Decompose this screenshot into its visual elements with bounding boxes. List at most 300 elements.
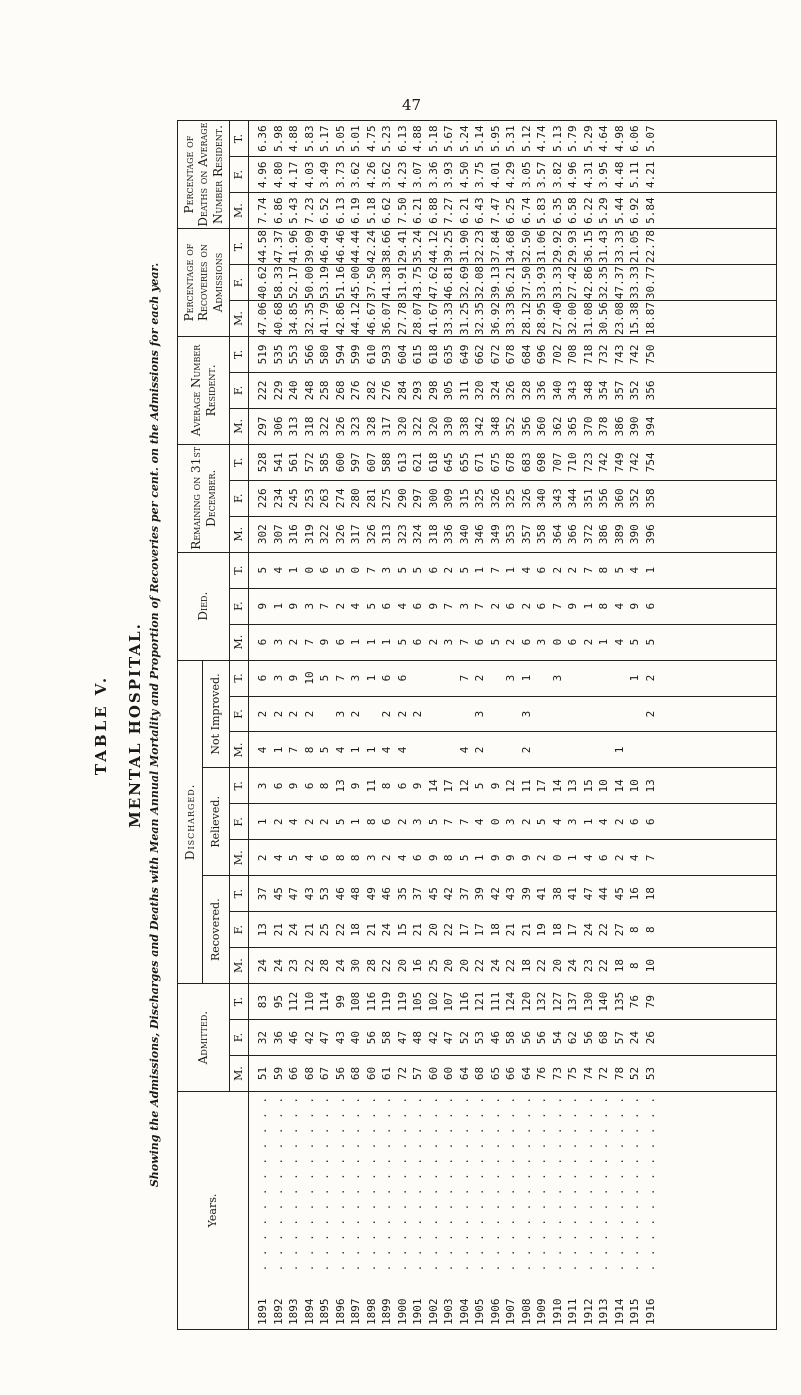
- year-label: 1893: [287, 1298, 300, 1325]
- table-cell: 1: [612, 746, 626, 754]
- table-cell: 35.24: [411, 230, 424, 264]
- table-cell: 394: [643, 416, 657, 437]
- table-cell: 45.00: [349, 266, 362, 300]
- average-m-header: M.: [230, 408, 249, 444]
- table-cell: 60: [364, 1066, 378, 1081]
- table-cell: 8: [597, 602, 610, 610]
- table-cell: 21: [519, 923, 533, 937]
- table-cell: 389: [612, 524, 626, 545]
- table-cell: 6.06: [628, 125, 641, 152]
- table-cell: 678: [504, 452, 517, 473]
- table-cell: 22: [380, 959, 393, 973]
- statistics-table: [177, 120, 777, 1330]
- table-cell: 3: [566, 818, 579, 826]
- table-cell: 604: [395, 344, 409, 365]
- table-cell: 326: [333, 416, 347, 437]
- table-cell: 8: [380, 782, 393, 790]
- table-cell: 41.96: [287, 230, 300, 264]
- table-cell: 22: [473, 959, 486, 973]
- table-cell: 42.86: [581, 266, 595, 300]
- table-cell: 44.12: [426, 230, 440, 264]
- table-cell: 324: [411, 524, 424, 545]
- table-cell: [596, 697, 612, 732]
- table-cell: 11: [364, 779, 378, 793]
- year-row: [426, 1096, 442, 1325]
- table-cell: 83: [256, 995, 269, 1009]
- average-m-column: [249, 408, 777, 444]
- year-label: 1891: [256, 1298, 269, 1325]
- average-t-header: T.: [230, 336, 249, 372]
- table-cell: 607: [364, 452, 378, 473]
- recovered-t-header: T.: [230, 876, 249, 912]
- table-cell: 5.44: [612, 197, 626, 224]
- leader-dots: . . . . . . . . . . . .: [395, 1096, 409, 1272]
- table-cell: 20: [457, 959, 471, 973]
- recovered-header: Recovered.: [203, 876, 230, 984]
- table-cell: 386: [597, 524, 610, 545]
- leader-dots: . . . . . . . . . . . .: [442, 1096, 455, 1272]
- table-cell: 5: [318, 674, 331, 682]
- year-label: 1900: [395, 1298, 409, 1325]
- table-cell: 58: [504, 1030, 517, 1045]
- table-cell: 360: [535, 416, 548, 437]
- table-cell: 275: [380, 488, 393, 509]
- table-cell: 328: [364, 416, 378, 437]
- leader-dots: . . . . . . . . . . . .: [535, 1096, 548, 1272]
- table-cell: 57: [612, 1030, 626, 1045]
- table-cell: 2: [612, 818, 626, 826]
- table-cell: 58: [380, 1030, 393, 1045]
- table-cell: 7.47: [488, 197, 502, 224]
- table-cell: 2: [287, 710, 300, 718]
- year-label: 1894: [302, 1298, 316, 1325]
- table-cell: 39: [519, 887, 533, 901]
- table-cell: 4: [550, 818, 564, 826]
- table-cell: 4: [380, 746, 393, 754]
- table-cell: 7: [643, 854, 657, 862]
- not-improved-m-column: [249, 732, 777, 768]
- table-cell: 6: [395, 782, 409, 790]
- table-cell: 386: [612, 416, 626, 437]
- table-cell: 305: [442, 380, 455, 401]
- table-cell: [581, 732, 597, 767]
- table-cell: 2: [395, 710, 409, 718]
- table-cell: 6: [411, 638, 424, 646]
- table-cell: 21.05: [628, 230, 641, 264]
- table-cell: [565, 661, 581, 696]
- table-cell: 1: [364, 674, 378, 682]
- table-cell: 320: [473, 380, 486, 401]
- table-cell: 6.22: [581, 197, 595, 224]
- table-cell: [534, 697, 550, 732]
- table-cell: 57: [411, 1066, 424, 1081]
- table-cell: 4.80: [271, 161, 285, 188]
- table-cell: 360: [612, 488, 626, 509]
- table-cell: 40: [349, 1030, 362, 1045]
- table-cell: 38.66: [380, 230, 393, 264]
- table-cell: 6.13: [333, 197, 347, 224]
- table-cell: 32.35: [473, 301, 486, 336]
- table-cell: 68: [302, 1066, 316, 1081]
- table-cell: [612, 661, 628, 696]
- table-cell: 46.46: [333, 230, 347, 264]
- table-cell: 64: [457, 1066, 471, 1081]
- table-cell: 31.90: [457, 230, 471, 264]
- table-cell: 2: [643, 674, 657, 682]
- leader-dots: . . . . . . . . . . . .: [287, 1096, 300, 1272]
- table-cell: 390: [628, 524, 641, 545]
- table-cell: 28.12: [519, 301, 533, 336]
- remaining-header: Remaining on 31st December.: [178, 444, 230, 552]
- table-cell: 22: [302, 959, 316, 973]
- not-improved-header: Not Improved.: [203, 660, 230, 768]
- table-cell: 9: [411, 782, 424, 790]
- relieved-header: Relieved.: [203, 768, 230, 876]
- remaining-f-column: [249, 480, 777, 516]
- table-cell: 47: [581, 887, 595, 901]
- table-cell: 6: [519, 638, 533, 646]
- table-cell: 5.95: [488, 125, 502, 152]
- table-cell: 645: [442, 452, 455, 473]
- pct-deaths-m-header: M.: [230, 193, 249, 229]
- table-cell: 5.29: [581, 125, 595, 152]
- table-cell: 6: [643, 818, 657, 826]
- table-cell: 24: [287, 923, 300, 937]
- table-cell: 6: [302, 782, 316, 790]
- year-row: [519, 1096, 535, 1325]
- table-cell: 356: [597, 488, 610, 509]
- year-label: 1896: [333, 1298, 347, 1325]
- table-cell: 42: [488, 887, 502, 901]
- table-cell: 13: [643, 779, 657, 793]
- leader-dots: . . . . . . . . . . . .: [628, 1096, 641, 1272]
- table-cell: 51.16: [333, 266, 347, 300]
- table-cell: 18: [612, 959, 626, 973]
- table-cell: 6.74: [519, 197, 533, 224]
- table-cell: 3.62: [380, 161, 393, 188]
- table-cell: 47: [395, 1030, 409, 1045]
- table-cell: 52.17: [287, 266, 300, 300]
- table-cell: 3: [550, 674, 564, 682]
- year-row: [472, 1096, 488, 1325]
- table-cell: 2: [473, 746, 486, 754]
- table-cell: 6: [628, 818, 641, 826]
- year-row: [302, 1096, 318, 1325]
- table-cell: 66: [287, 1066, 300, 1081]
- table-cell: 6: [318, 566, 331, 574]
- table-cell: 5: [628, 638, 641, 646]
- table-cell: 7: [457, 818, 471, 826]
- table-cell: 742: [628, 452, 641, 473]
- table-cell: 234: [271, 488, 285, 509]
- table-cell: 618: [426, 344, 440, 365]
- table-cell: 5.01: [349, 125, 362, 152]
- table-cell: 378: [597, 416, 610, 437]
- table-cell: [534, 661, 550, 696]
- table-cell: 4: [628, 854, 641, 862]
- table-cell: 2: [519, 818, 533, 826]
- table-cell: 75: [566, 1066, 579, 1081]
- table-cell: 6: [473, 638, 486, 646]
- table-cell: 600: [333, 452, 347, 473]
- table-cell: 29.92: [550, 230, 564, 264]
- table-cell: 4: [612, 638, 626, 646]
- table-cell: 11: [519, 779, 533, 793]
- table-cell: 24: [628, 1030, 641, 1045]
- table-cell: 6: [566, 638, 579, 646]
- table-cell: 15.38: [628, 301, 641, 336]
- table-cell: 2: [395, 818, 409, 826]
- table-cell: 6: [318, 854, 331, 862]
- table-cell: [581, 661, 597, 696]
- table-cell: 6: [256, 638, 269, 646]
- pct-deaths-header: Percentage of Deaths on Average Number Resident.: [178, 121, 230, 229]
- leader-dots: . . . . . . . . . . . .: [581, 1096, 595, 1272]
- admitted-m-column: [249, 1056, 777, 1092]
- table-cell: 8: [349, 854, 362, 862]
- table-cell: 1: [349, 746, 362, 754]
- table-cell: 318: [426, 524, 440, 545]
- table-cell: 9: [426, 602, 440, 610]
- leader-dots: . . . . . . . . . . . .: [550, 1096, 564, 1272]
- year-label: 1899: [380, 1298, 393, 1325]
- table-cell: 1: [287, 566, 300, 574]
- table-cell: 37: [411, 887, 424, 901]
- year-row: [581, 1096, 597, 1325]
- table-cell: 5.31: [504, 125, 517, 152]
- table-cell: 6: [380, 818, 393, 826]
- table-cell: 344: [566, 488, 579, 509]
- table-cell: 60: [426, 1066, 440, 1081]
- table-cell: 32.50: [519, 230, 533, 264]
- table-cell: 9: [287, 674, 300, 682]
- table-cell: 3: [380, 566, 393, 574]
- table-cell: 114: [318, 991, 331, 1012]
- table-cell: 99: [333, 995, 347, 1009]
- table-cell: 39.13: [488, 266, 502, 300]
- leader-dots: . . . . . . . . . . . .: [364, 1096, 378, 1272]
- table-cell: 47.06: [256, 301, 269, 336]
- table-subtitle: Showing the Admissions, Discharges and Deaths with Mean Annual Mortality and Proportion of Recoveries per cent. on the Admissions for each year.: [148, 262, 161, 1188]
- table-cell: 4.98: [612, 125, 626, 152]
- table-cell: 358: [643, 488, 657, 509]
- table-cell: 44.58: [256, 230, 269, 264]
- table-cell: 323: [349, 416, 362, 437]
- table-cell: 354: [597, 380, 610, 401]
- table-cell: 4.50: [457, 161, 471, 188]
- table-cell: 33.33: [442, 301, 455, 336]
- table-cell: 47: [287, 887, 300, 901]
- table-cell: 13: [333, 779, 347, 793]
- table-cell: 120: [519, 991, 533, 1012]
- table-cell: 718: [581, 344, 595, 365]
- table-cell: [426, 661, 442, 696]
- table-cell: 6: [597, 854, 610, 862]
- table-cell: 72: [395, 1066, 409, 1081]
- table-cell: 36.21: [504, 266, 517, 300]
- table-cell: 6.88: [426, 197, 440, 224]
- table-cell: 4: [473, 818, 486, 826]
- table-cell: 12: [457, 779, 471, 793]
- admitted-header: Admitted.: [178, 984, 230, 1092]
- not-improved-m-header: M.: [230, 732, 249, 768]
- table-cell: 16: [411, 959, 424, 973]
- table-cell: 38: [550, 887, 564, 901]
- table-cell: 2: [550, 566, 564, 574]
- table-cell: 293: [411, 380, 424, 401]
- table-cell: 553: [287, 344, 300, 365]
- years-header: Years.: [178, 1092, 249, 1330]
- average-f-column: [249, 372, 777, 408]
- table-cell: 4: [271, 854, 285, 862]
- year-label: 1910: [550, 1298, 564, 1325]
- table-cell: 6: [395, 674, 409, 682]
- table-cell: 7: [333, 674, 347, 682]
- table-cell: 6: [643, 602, 657, 610]
- table-cell: 17: [535, 779, 548, 793]
- table-cell: 34.85: [287, 301, 300, 336]
- table-cell: 6.58: [566, 197, 579, 224]
- table-cell: 1: [643, 566, 657, 574]
- table-cell: 16: [628, 887, 641, 901]
- table-cell: 9: [566, 602, 579, 610]
- table-cell: 0: [488, 818, 502, 826]
- table-cell: 340: [457, 524, 471, 545]
- table-cell: 56: [535, 1030, 548, 1045]
- table-cell: 47.62: [426, 266, 440, 300]
- pct-recoveries-t-header: T.: [230, 229, 249, 265]
- table-cell: 18: [643, 887, 657, 901]
- table-cell: 22.78: [643, 230, 657, 264]
- table-cell: 4: [349, 602, 362, 610]
- table-cell: 46.81: [442, 266, 455, 300]
- year-label: 1907: [504, 1298, 517, 1325]
- table-cell: [596, 732, 612, 767]
- table-cell: 7: [442, 602, 455, 610]
- table-cell: 297: [256, 416, 269, 437]
- table-cell: 1: [581, 602, 595, 610]
- table-cell: 351: [581, 488, 595, 509]
- table-cell: 4: [333, 746, 347, 754]
- table-cell: 7: [442, 818, 455, 826]
- table-cell: 41.79: [318, 301, 331, 336]
- year-row: [286, 1096, 302, 1325]
- table-cell: 4.88: [287, 125, 300, 152]
- table-cell: 15: [581, 779, 595, 793]
- table-cell: 5: [612, 566, 626, 574]
- table-cell: 336: [442, 524, 455, 545]
- table-cell: 124: [504, 991, 517, 1012]
- table-cell: 44.44: [349, 230, 362, 264]
- table-cell: 4: [628, 566, 641, 574]
- table-cell: 8: [628, 926, 641, 934]
- table-cell: 319: [302, 524, 316, 545]
- table-cell: 346: [473, 524, 486, 545]
- table-cell: 7: [364, 566, 378, 574]
- table-cell: 42.86: [333, 301, 347, 336]
- table-cell: 6.62: [380, 197, 393, 224]
- table-cell: 1: [349, 818, 362, 826]
- table-cell: 3.95: [597, 161, 610, 188]
- table-cell: 110: [302, 991, 316, 1012]
- table-cell: 528: [256, 452, 269, 473]
- table-cell: 4: [612, 602, 626, 610]
- table-cell: 10: [643, 959, 657, 973]
- table-cell: 675: [488, 452, 502, 473]
- remaining-t-header: T.: [230, 444, 249, 480]
- table-cell: [488, 697, 504, 732]
- table-cell: 9: [287, 602, 300, 610]
- table-cell: 3: [333, 710, 347, 718]
- table-cell: 4: [395, 854, 409, 862]
- table-cell: 37.84: [488, 230, 502, 264]
- table-cell: 1: [628, 674, 641, 682]
- table-cell: 29.41: [395, 230, 409, 264]
- table-cell: 396: [643, 524, 657, 545]
- table-cell: [550, 732, 566, 767]
- leader-dots: . . . . . . . . . . . .: [426, 1096, 440, 1272]
- table-cell: 42: [302, 1030, 316, 1045]
- table-cell: 3.07: [411, 161, 424, 188]
- table-cell: 31.43: [597, 230, 610, 264]
- table-cell: 2: [504, 638, 517, 646]
- year-row: [596, 1096, 612, 1325]
- leader-dots: . . . . . . . . . . . .: [271, 1096, 285, 1272]
- table-cell: 23: [581, 959, 595, 973]
- table-cell: 1: [473, 566, 486, 574]
- table-cell: 9: [519, 854, 533, 862]
- table-cell: 2: [643, 710, 657, 718]
- recovered-f-column: [249, 912, 777, 948]
- table-cell: 8: [442, 854, 455, 862]
- table-cell: 4: [256, 746, 269, 754]
- table-cell: [612, 697, 628, 732]
- table-cell: 248: [302, 380, 316, 401]
- table-cell: 1: [597, 638, 610, 646]
- table-cell: [457, 697, 473, 732]
- table-cell: 6: [256, 674, 269, 682]
- table-cell: 36.07: [380, 301, 393, 336]
- table-cell: 328: [519, 380, 533, 401]
- table-cell: 5.98: [271, 125, 285, 152]
- remaining-f-header: F.: [230, 480, 249, 516]
- table-cell: 561: [287, 452, 300, 473]
- table-cell: 597: [349, 452, 362, 473]
- table-cell: 5.83: [535, 197, 548, 224]
- table-cell: [426, 697, 442, 732]
- table-cell: 263: [318, 488, 331, 509]
- table-cell: 2: [271, 818, 285, 826]
- pct-recoveries-f-column: [249, 265, 777, 301]
- year-label: 1909: [535, 1298, 548, 1325]
- table-cell: 9: [318, 638, 331, 646]
- table-cell: 53: [318, 887, 331, 901]
- table-cell: 302: [256, 524, 269, 545]
- table-cell: 4: [271, 566, 285, 574]
- table-cell: 2: [333, 602, 347, 610]
- table-cell: 5: [333, 818, 347, 826]
- table-cell: 56: [364, 1030, 378, 1045]
- table-cell: 6.25: [504, 197, 517, 224]
- table-cell: 5: [535, 818, 548, 826]
- table-cell: 43: [504, 887, 517, 901]
- table-cell: 4: [395, 746, 409, 754]
- admitted-m-header: M.: [230, 1056, 249, 1092]
- table-cell: 317: [349, 524, 362, 545]
- table-cell: 5.14: [473, 125, 486, 152]
- table-cell: 3.57: [535, 161, 548, 188]
- page-number: 47: [402, 96, 422, 114]
